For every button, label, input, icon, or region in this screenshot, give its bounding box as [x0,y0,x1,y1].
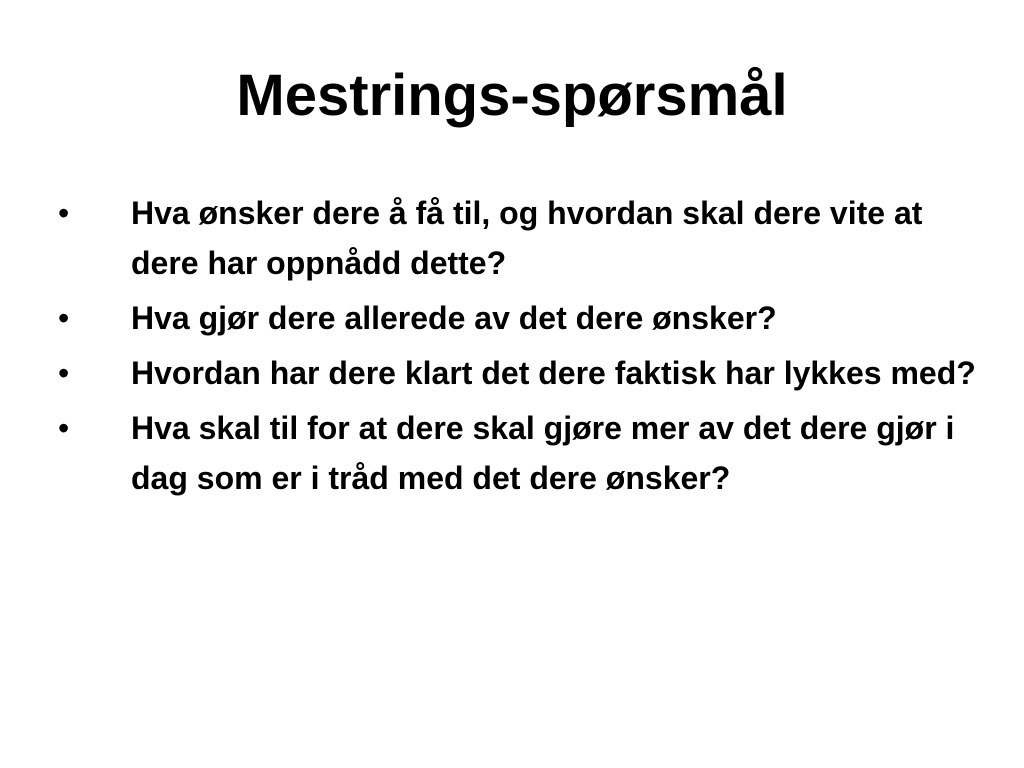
bullet-text: Hvordan har dere klart det dere faktisk har lykkes med? [131,355,976,391]
bullet-item [58,348,978,398]
bullet-item [58,188,978,288]
bullet-item [58,293,978,343]
slide-title: Mestrings-spørsmål [236,63,788,128]
bullet-dot-icon: • [58,195,70,231]
bullet-text: Hva skal til for at dere skal gjøre mer av det dere gjør i dag som er i tråd med det dere ønsker? [131,410,955,496]
bullet-text: Hva ønsker dere å få til, og hvordan skal dere vite at dere har oppnådd dette? [131,195,923,281]
bullet-text: Hva gjør dere allerede av det dere ønsker? [131,300,777,336]
bullet-list [58,188,978,508]
bullet-dot-icon: • [58,355,70,391]
bullet-item [58,403,978,503]
bullet-dot-icon: • [58,300,70,336]
bullet-dot-icon: • [58,410,70,446]
